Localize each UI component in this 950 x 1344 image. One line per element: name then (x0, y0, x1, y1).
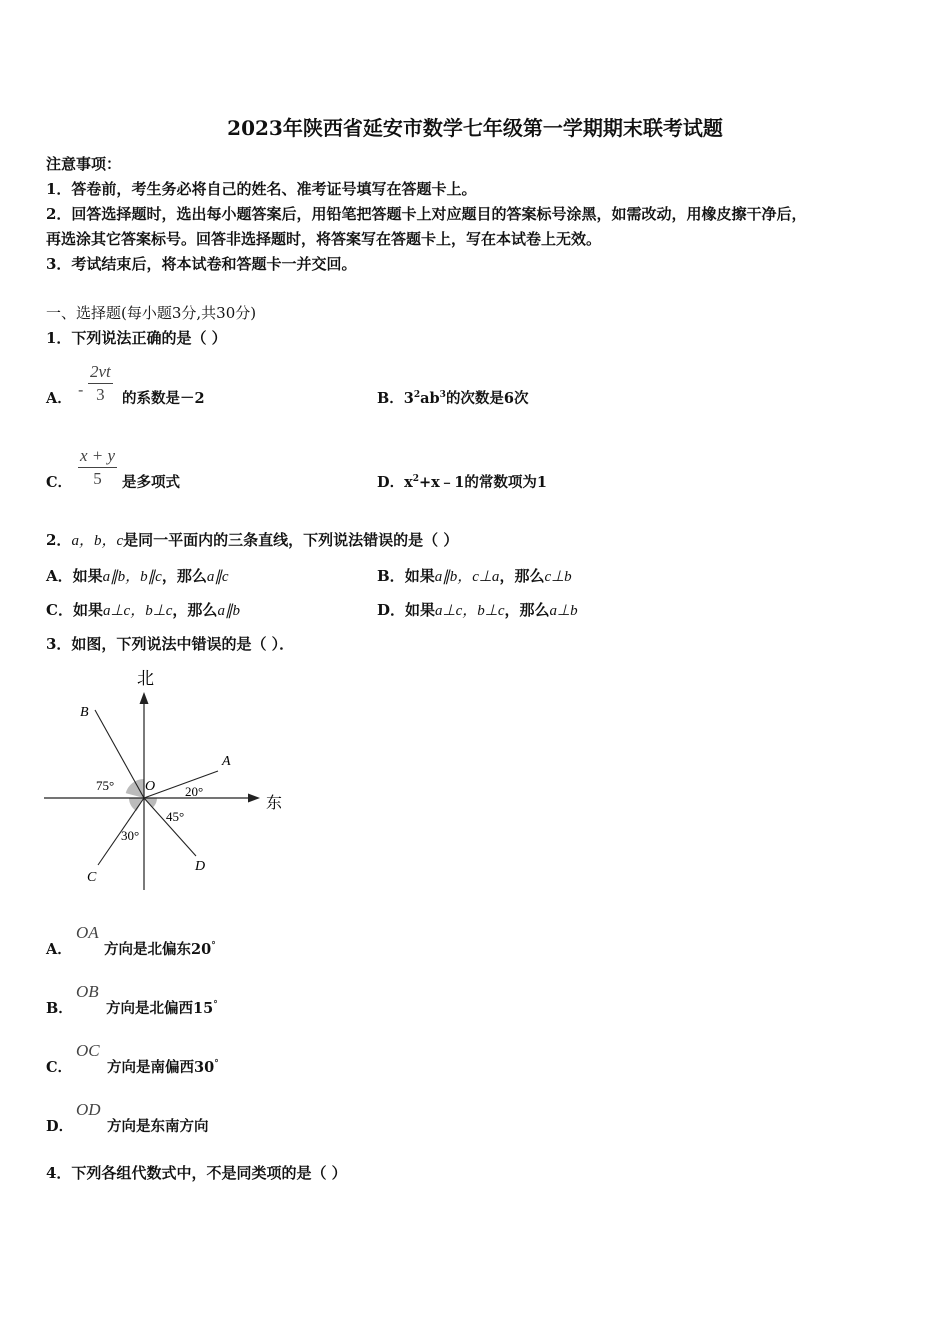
q3-option-b-segment: OB (76, 982, 99, 1001)
q2-option-a-result: a∥c (206, 569, 229, 585)
q1-option-c-text: 是多项式 (122, 474, 180, 491)
q2-option-d-then: ，那么 (504, 601, 550, 619)
q3-option-b-text (106, 997, 218, 1018)
q1-option-d-sup: 2 (412, 474, 419, 484)
label-north: 北 (137, 669, 154, 689)
q2-text: 是同一平面内的三条直线，下列说法错误的是（ ） (123, 531, 459, 549)
question-2-stem (46, 529, 458, 550)
notes-line-2a: 2．回答选择题时，选出每小题答案后，用铅笔把答题卡上对应题目的答案标号涂黑，如需改动，用橡皮擦干净后， (46, 205, 807, 223)
label-c: C (87, 870, 97, 885)
q2-option-b-result: c⊥b (544, 569, 572, 585)
q2-option-c (46, 599, 240, 620)
notes-heading: 注意事项： (46, 155, 122, 173)
q1-option-b-base: 3 (403, 390, 414, 407)
q1-option-d-pre: x (404, 474, 413, 491)
q2-option-a (46, 565, 229, 586)
q1-option-a-fraction (88, 362, 113, 405)
label-20deg: 20° (185, 784, 204, 799)
q1-option-b-label: B． (377, 390, 404, 407)
q2-option-c-label: C． (46, 601, 73, 619)
notes-line-1: 1．答卷前，考生务必将自己的姓名、准考证号填写在答题卡上。 (46, 180, 477, 198)
q3-option-d-text: 方向是东南方向 (107, 1118, 209, 1135)
q3-option-a-text (104, 938, 216, 959)
q2-option-b (377, 565, 572, 586)
fraction-numerator: x + y (80, 446, 116, 465)
q1-option-b (377, 387, 529, 408)
label-d: D (195, 859, 206, 874)
label-east: 东 (266, 793, 283, 812)
q3-option-b-label: B． (46, 1000, 73, 1017)
label-75deg: 75° (96, 778, 115, 793)
q2-option-b-then: ，那么 (499, 567, 545, 585)
compass-figure (40, 662, 300, 902)
page-title: 2023年陕西省延安市数学七年级第一学期期末联考试题 (227, 116, 723, 140)
degree-sign: ° (211, 941, 216, 951)
q2-option-c-result: a∥b (217, 603, 240, 619)
q3-option-c-label: C． (46, 1059, 73, 1076)
q3-option-c-text (107, 1056, 219, 1077)
q1-option-d-text: +x﹣1的常数项为1 (419, 474, 547, 491)
q1-option-c-label: C． (46, 474, 73, 491)
notes-line-3: 3．考试结束后，将本试卷和答题卡一并交回。 (46, 255, 357, 273)
q1-option-a-label: A． (46, 390, 72, 407)
fraction-denominator: 3 (96, 385, 105, 404)
q2-option-a-expr: a∥b，b∥c (102, 569, 162, 585)
q1-option-b-text: 的次数是6次 (445, 390, 529, 407)
q2-number: 2． (46, 531, 72, 549)
q2-option-d-expr: a⊥c，b⊥c (435, 603, 505, 619)
label-b: B (80, 705, 89, 720)
q2-option-a-then: ，那么 (161, 567, 207, 585)
q2-option-d (377, 599, 578, 620)
east-arrow-icon (248, 794, 260, 803)
q1-option-b-sup2: 3 (439, 390, 446, 400)
question-4-stem: 4．下列各组代数式中，不是同类项的是（ ） (46, 1164, 347, 1182)
ray-od (144, 798, 196, 856)
q3-option-d-segment: OD (76, 1100, 101, 1119)
q2-option-d-if: 如果 (405, 601, 436, 619)
q2-option-d-label: D． (377, 601, 406, 619)
notes-line-2b: 再选涂其它答案标号。回答非选择题时，将答案写在答题卡上，写在本试卷上无效。 (46, 230, 602, 248)
q3-option-a-desc: 方向是北偏东20 (104, 941, 212, 958)
label-a: A (222, 754, 231, 769)
q1-option-b-sup1: 2 (413, 390, 421, 400)
section-heading: 一、选择题(每小题3分,共30分) (46, 304, 257, 322)
label-30deg: 30° (121, 828, 140, 843)
q2-option-a-if: 如果 (72, 567, 103, 585)
q2-option-c-expr: a⊥c，b⊥c (102, 603, 173, 619)
q1-option-a-sign: - (78, 380, 84, 399)
q2-option-b-expr: a∥b，c⊥a (434, 569, 500, 585)
label-o: O (145, 779, 156, 794)
q2-option-c-if: 如果 (72, 601, 103, 619)
degree-sign: ° (214, 1059, 219, 1069)
q3-option-a-label: A． (46, 941, 72, 958)
q1-option-d-label: D． (377, 474, 405, 491)
q2-option-c-then: ，那么 (172, 601, 218, 619)
q3-option-d-label: D． (46, 1118, 74, 1135)
q2-option-a-label: A． (46, 567, 73, 585)
q2-option-d-result: a⊥b (549, 603, 578, 619)
q2-vars: a，b，c (71, 533, 124, 549)
label-45deg: 45° (166, 809, 185, 824)
degree-sign: ° (213, 1000, 218, 1010)
q3-option-c-desc: 方向是南偏西30 (107, 1059, 215, 1076)
q1-option-d (377, 471, 547, 492)
fraction-denominator: 5 (93, 469, 102, 488)
q1-option-b-mid: ab (420, 390, 440, 407)
question-3-stem: 3．如图，下列说法中错误的是（ ）． (46, 635, 295, 653)
q1-option-c-fraction (78, 446, 117, 489)
q2-option-b-if: 如果 (404, 567, 435, 585)
fraction-numerator: 2vt (90, 362, 111, 381)
q3-option-c-segment: OC (76, 1041, 100, 1060)
q1-option-a-text: 的系数是－2 (122, 390, 205, 407)
q2-option-b-label: B． (377, 567, 405, 585)
q3-option-a-segment: OA (76, 923, 99, 942)
north-arrow-icon (140, 692, 149, 704)
question-1-stem: 1．下列说法正确的是（ ） (46, 329, 227, 347)
q3-option-b-desc: 方向是北偏西15 (106, 1000, 214, 1017)
